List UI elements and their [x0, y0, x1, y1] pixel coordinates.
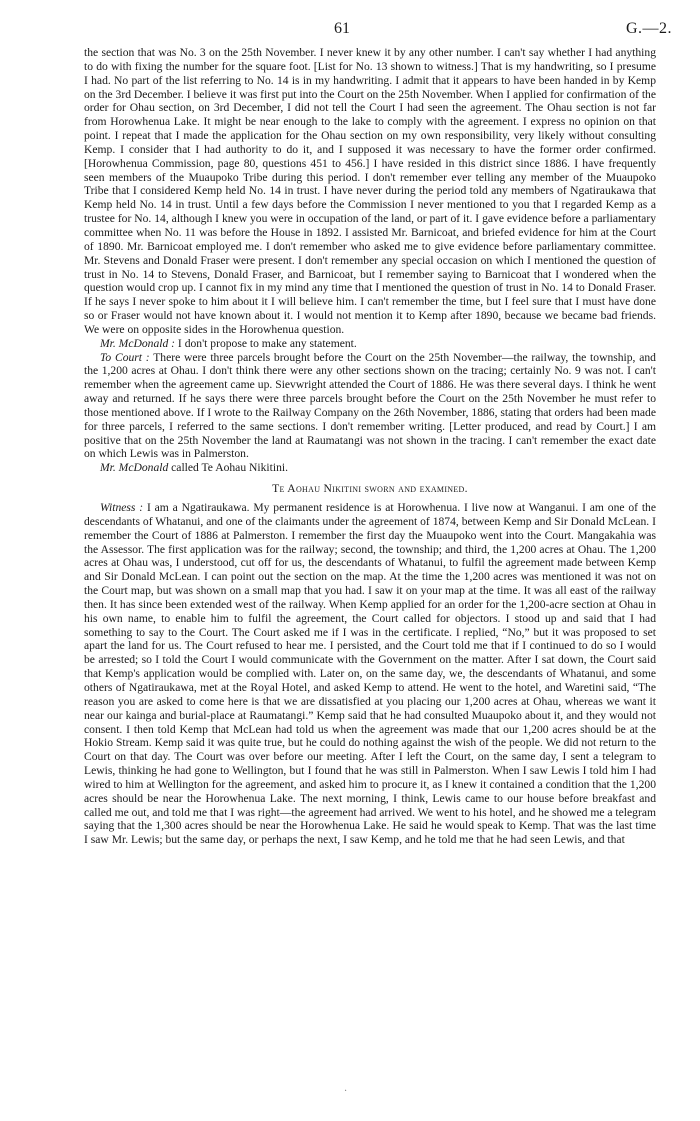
- paragraph-witness: [84, 501, 656, 847]
- page-header: [0, 18, 700, 40]
- footer-mark: ·: [344, 1086, 348, 1097]
- paragraph-text: called Te Aohau Nikitini.: [168, 461, 288, 475]
- speaker-label: To Court :: [100, 350, 150, 364]
- paragraph-text: the section that was No. 3 on the 25th November. I never knew it by any other number. I can't say whether I had anything to do with fixing the number for the square foot. [List for No. 13 shown to witness.] That is my handwriting, so I presume I had. No part of the list referring to No. 14 is in my handwriting. I admit that it appears to have been handed in by Kemp on the 3rd December. I believe it was first put into the Court on the 25th November. When I applied for confirmation of the order for Ohau section, on 3rd December, I did not tell the Court I had seen the agreement. The Ohau section is not far from Horowhenua Lake. It might be near enough to the lake to comply with the agreement. I express no opinion on that point. I repeat that I made the application for the Ohau section on my own responsibility, very likely without consulting Kemp. I consider that I had authority to do it, and I supposed it was necessary to have the former order confirmed. [Horowhenua Commission, page 80, questions 451 to 456.] I have resided in this district since 1886. I have frequently seen members of the Muaupoko Tribe during this period. I don't remember ever telling any member of the Muaupoko Tribe that I considered Kemp held No. 14 in trust. I have never during the period told any members of Ngatiraukawa that Kemp held No. 14 in trust. Until a few days before the Commission I never mentioned to you that I regarded Kemp as a trustee for No. 14, although I knew you were in occupation of the land, or part of it. I gave evidence before a parliamentary committee when No. 11 was before the House in 1892. I assisted Mr. Barnicoat, and briefed evidence for him at the Court of 1890. Mr. Barnicoat employed me. I don't remember who asked me to give evidence before parliamentary committee. Mr. Stevens and Donald Fraser were present. I don't remember any special occasion on which I mentioned the question of trust in No. 14 to Stevens, Donald Fraser, and Barnicoat, but I remember saying to Barnicoat that I wondered when the question would crop up. I cannot fix in my mind any time that I mentioned the question of trust in No. 14 to Donald Fraser. If he says I never spoke to him about it I will believe him. I can't remember the time, but I feel sure that I must have done so or Fraser would not have known about it. I would not mention it to Kemp after 1890, because we became bad friends. We were on opposite sides in the Horowhenua question.: [84, 46, 656, 336]
- section-heading: Te Aohau Nikitini sworn and examined.: [272, 482, 468, 496]
- page-number: 61: [334, 20, 350, 37]
- paragraph-text: I am a Ngatiraukawa. My permanent residence is at Horowhenua. I live now at Wanganui. I am one of the descendants of Whatanui, and one of the claimants under the agreement of 1874, between Kemp and Sir Donald McLean. I remember the Court of 1886 at Palmerston. I remember the first day the Muaupoko went into the Court. Mangakahia was the Assessor. The first application was for the railway; second, the township; and third, the 1,200 acres at Ohau. The 1,200 acres at Ohau was, I understood, cut off for us, the descendants of Whatanui, to fulfil the agreement made between Kemp and Sir Donald McLean. I can point out the section on the map. At the time the 1,200 acres was mentioned it was not on the Court map, but was shown on a small map that you had. I saw it on your map at the time. It was all east of the railway then. It has since been extended west of the railway. When Kemp applied for an order for the 1,200-acre section at Ohau in his own name, to enable him to fulfil the agreement, the Court called for objectors. I stood up and said that I had something to say to the Court. The Court asked me if I was in the certificate. I replied, “No,” but it was proposed to set apart the land for us. The Court refused to hear me. I persisted, and the Court told me that if I continued to do so I would be arrested; so I told the Court I would communicate with the Government on the matter. After I sat down, the Court said that Kemp's application would be complied with. Later on, on the same day, we, the descendants of Whatanui, and some others of Ngatiraukawa, met at the Royal Hotel, and asked Kemp to attend. He went to the hotel, and Waretini said, “The reason you are asked to come here is that we are dissatisfied at you placing our 1,200 acres at Ohau, whereas we want it near our kainga and burial-place at Raumatangi.” Kemp said that he had consulted Muaupoko about it, and they would not consent. I then told Kemp that McLean had told us when the agreement was made that our 1,200 acres should be at the Hokio Stream. Kemp said it was quite true, but he could do nothing against the wish of the people. We did not return to the Court on that day. The Court was over before our meeting. After I left the Court, on the same day, I sent a telegram to Lewis, thinking he had gone to Wellington, but I found that he was still in Palmerston. When I saw Lewis I told him I had wired to him at Wellington for the agreement, and asked him to procure it, as I knew it contained a condition that the 1,200 acres should be near the Horowhenua Lake. The next morning, I think, Lewis came to our house before breakfast and called me out, and told me that I was right—the agreement had arrived. We went to his hotel, and he showed me a telegram saying that the 1,300 acres should be near the Horowhenua Lake. He said he would speak to Kemp. That was the last time I saw Mr. Lewis; but the same day, or perhaps the next, I saw Kemp, and he told me that he had seen Lewis, and that: [84, 501, 656, 847]
- speaker-label: Mr. McDonald: [100, 461, 169, 475]
- paragraph-called-witness: [84, 461, 656, 475]
- document-reference: G.—2.: [626, 20, 673, 37]
- speaker-label: Mr. McDonald :: [100, 336, 176, 350]
- paragraph-continuation: [84, 46, 656, 337]
- paragraph-text: There were three parcels brought before the Court on the 25th November—the railway, the township, and the 1,200 acres at Ohau. I don't think there were any other sections shown on the tracing; certainly No. 9 was not. I can't remember when the agreement came up. Sievwright attended the Court of 1886. He was there several days. I think he went away and returned. If he says there were three parcels brought before the Court on the 25th November he must refer to those mentioned above. If I wrote to the Railway Company on the 26th November, 1886, stating that orders had been made for three parcels, I referred to the same sections. I don't remember writing. [Letter produced, and read by Court.] I am positive that on the 25th November the land at Raumatangi was not shown in the tracing. I can't remember the exact date on which Lewis was in Palmerston.: [84, 350, 656, 461]
- paragraph-text: I don't propose to make any statement.: [175, 336, 357, 350]
- document-body: [84, 46, 656, 847]
- speaker-label: Witness :: [100, 501, 144, 514]
- paragraph-to-court: [84, 351, 656, 462]
- paragraph-mcdonald-statement: [84, 337, 656, 351]
